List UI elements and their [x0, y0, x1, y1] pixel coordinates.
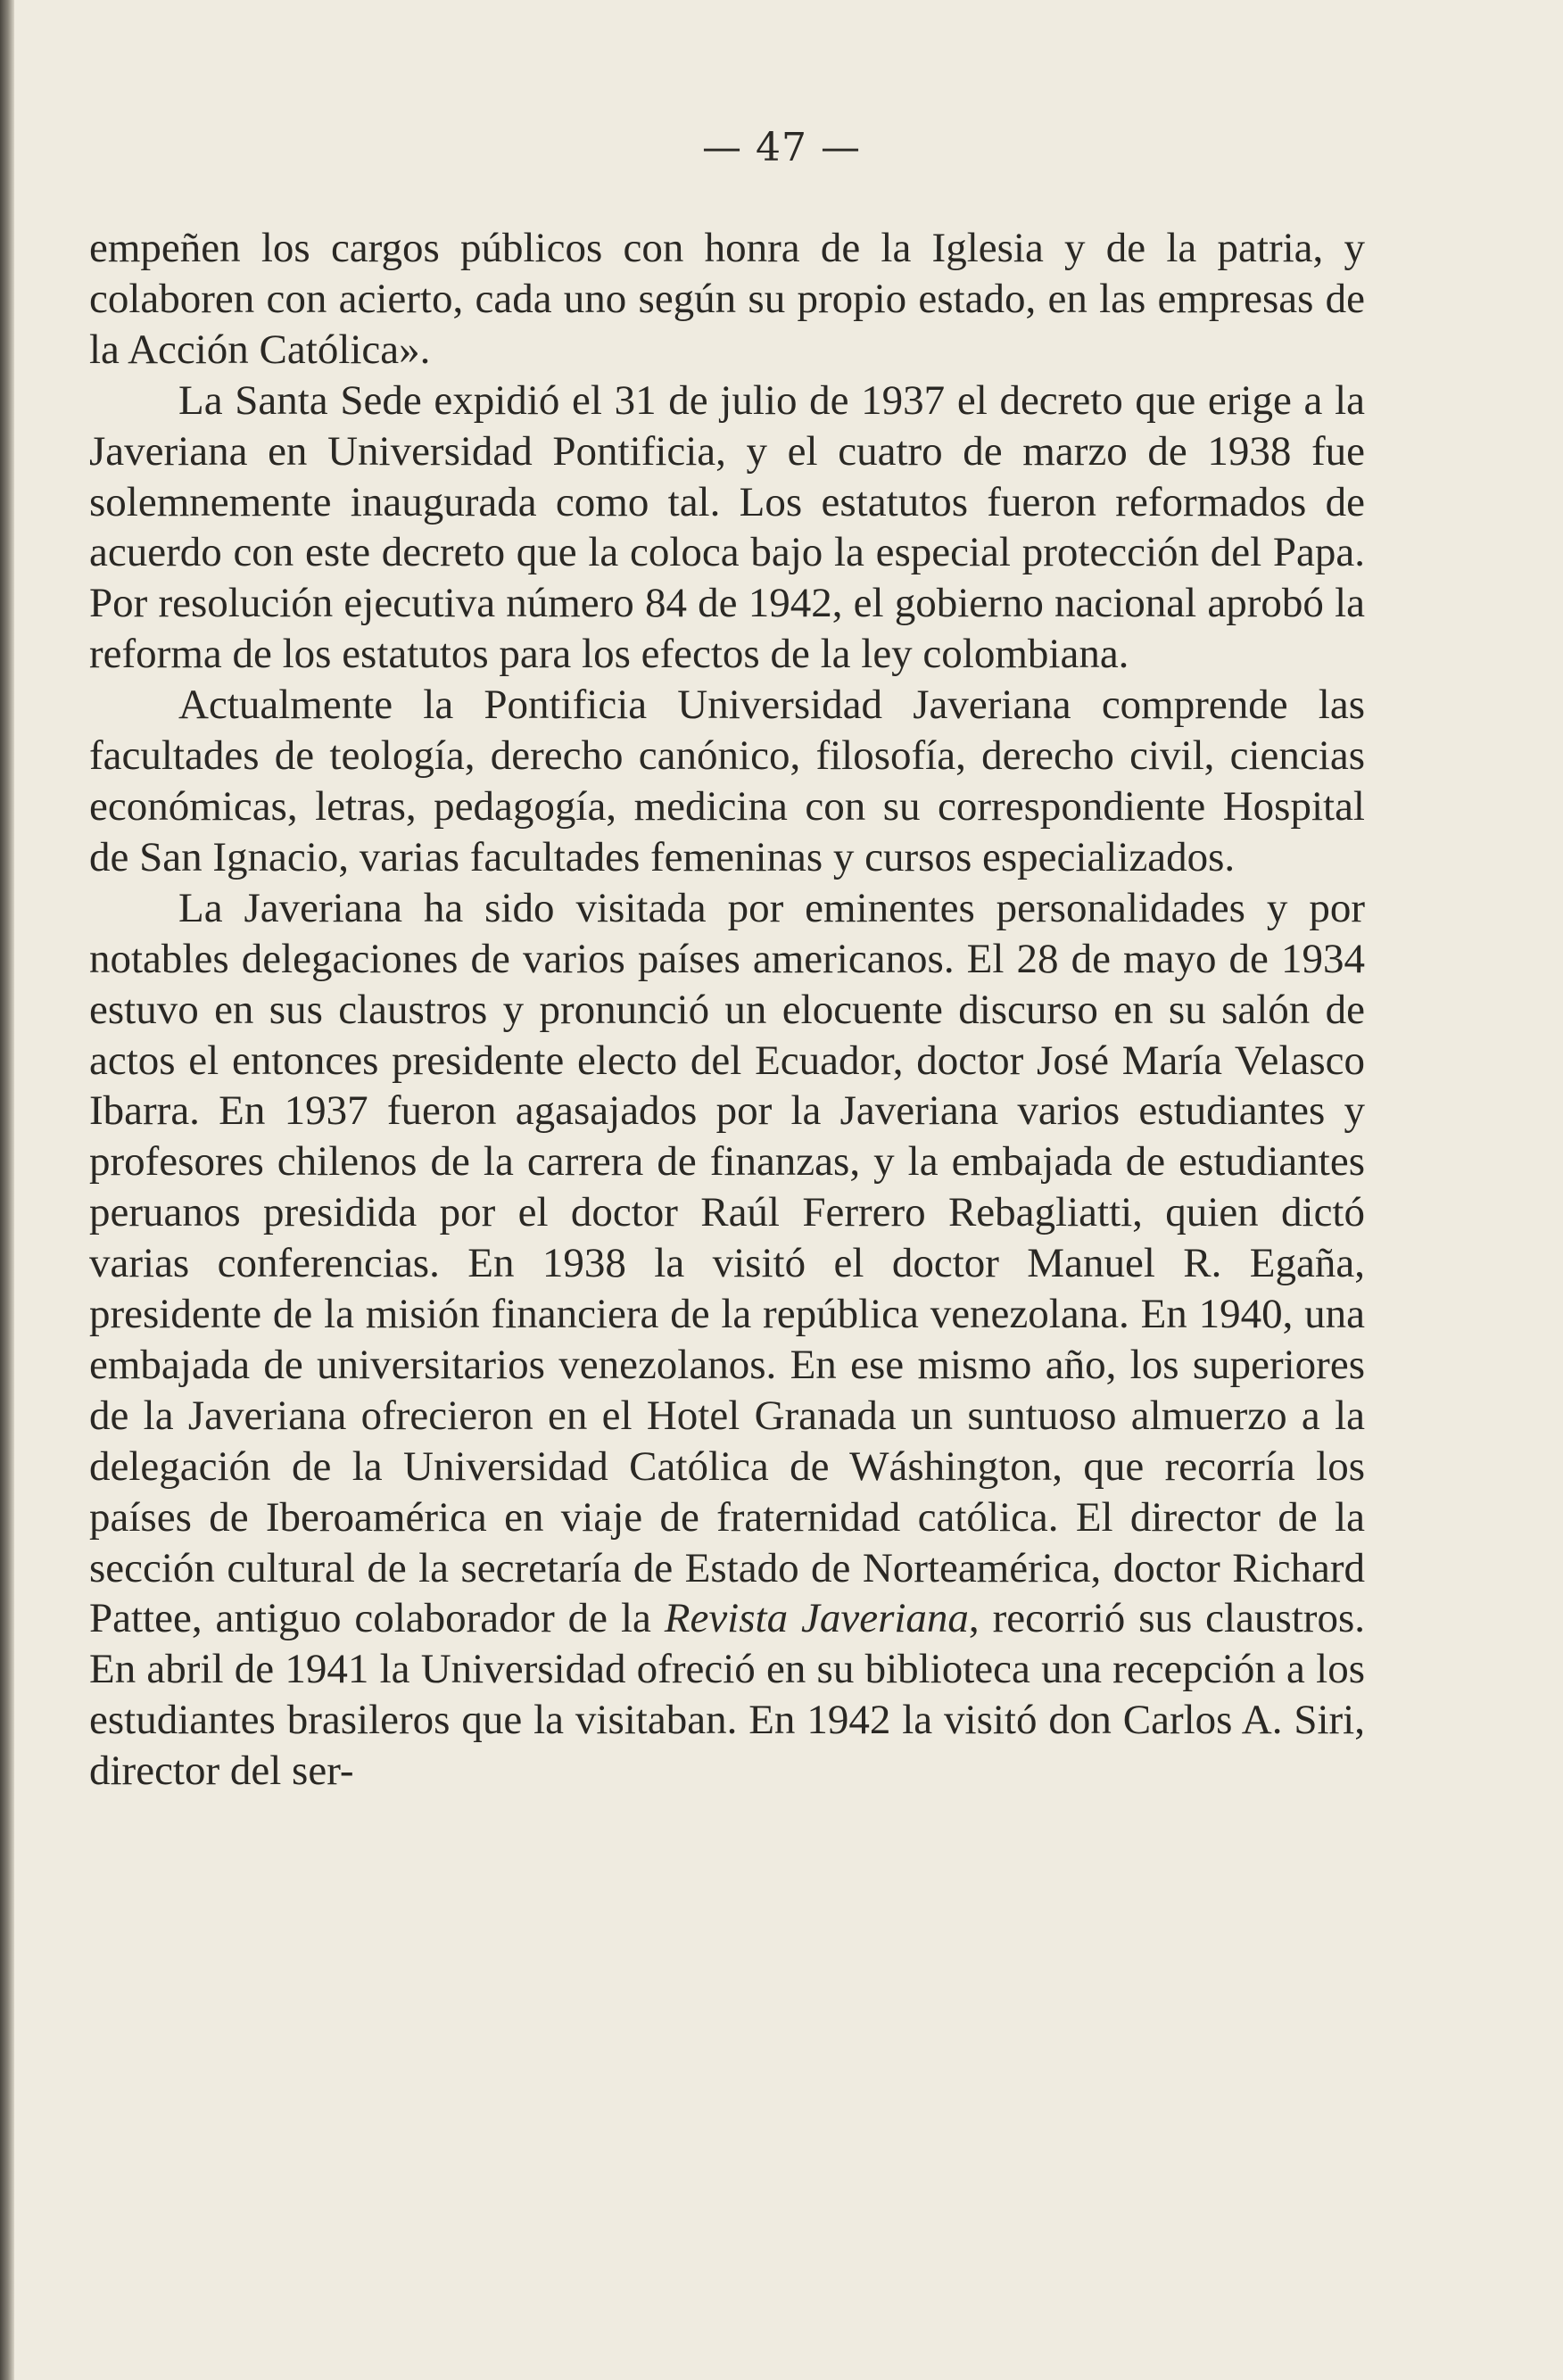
book-binding-edge: [0, 0, 14, 2380]
page-body-text: [89, 223, 1365, 1797]
paragraph-continuation: [89, 223, 1365, 376]
page-number: — 47 —: [702, 125, 861, 170]
journal-title-italic: Revista Javeriana: [664, 1595, 969, 1642]
paragraph-2-text: La Santa Sede expidió el 31 de julio de 1937 el decreto que erige a la Javeriana en Universidad Pontificia, y el cuatro de marzo de 1938 fue solemnemente inaugurada como tal. Los estatutos fueron reformados de acuerdo con este decreto que la coloca bajo la especial protección del Papa. Por resolución ejecutiva número 84 de 1942, el gobierno nacional aprobó la reforma de los estatutos para los efectos de la ley colombiana.: [89, 376, 1365, 678]
paragraph-4-text-after: , recorrió sus claustros. En abril de 1941 la Universidad ofreció en su biblioteca una recepción a los estudiantes brasileros que la visitaban. En 1942 la visitó don Carlos A. Siri, director del ser-: [89, 1595, 1365, 1795]
paragraph-faculties: [89, 680, 1365, 883]
paragraph-visitors: [89, 883, 1365, 1797]
paragraph-1-text: empeñen los cargos públicos con honra de la Iglesia y de la patria, y colaboren con acierto, cada uno según su propio estado, en las empresas de la Acción Católica».: [89, 225, 1365, 373]
paragraph-3-text: Actualmente la Pontificia Universidad Javeriana comprende las facultades de teología, derecho canónico, filosofía, derecho civil, ciencias económicas, letras, pedagogía, medicina con su correspondiente Hospital de San Ignacio, varias facultades femeninas y cursos especializados.: [89, 682, 1365, 880]
paragraph-4-text-before: La Javeriana ha sido visitada por eminentes personalidades y por notables delegaciones de varios países americanos. El 28 de mayo de 1934 estuvo en sus claustros y pronunció un elocuente discurso en su salón de actos el entonces presidente electo del Ecuador, doctor José María Velasco Ibarra. En 1937 fueron agasajados por la Javeriana varios estudiantes y profesores chilenos de la carrera de finanzas, y la embajada de estudiantes peruanos presidida por el doctor Raúl Ferrero Rebagliatti, quien dictó varias conferencias. En 1938 la visitó el doctor Manuel R. Egaña, presidente de la misión financiera de la república venezolana. En 1940, una embajada de universitarios venezolanos. En ese mismo año, los superiores de la Javeriana ofrecieron en el Hotel Granada un suntuoso almuerzo a la delegación de la Universidad Católica de Wáshington, que recorría los países de Iberoamérica en viaje de fraternidad católica. El director de la sección cultural de la secretaría de Estado de Norteamérica, doctor Richard Pattee, antiguo colaborador de la: [89, 884, 1365, 1642]
paragraph-pontifical-decree: [89, 376, 1365, 680]
